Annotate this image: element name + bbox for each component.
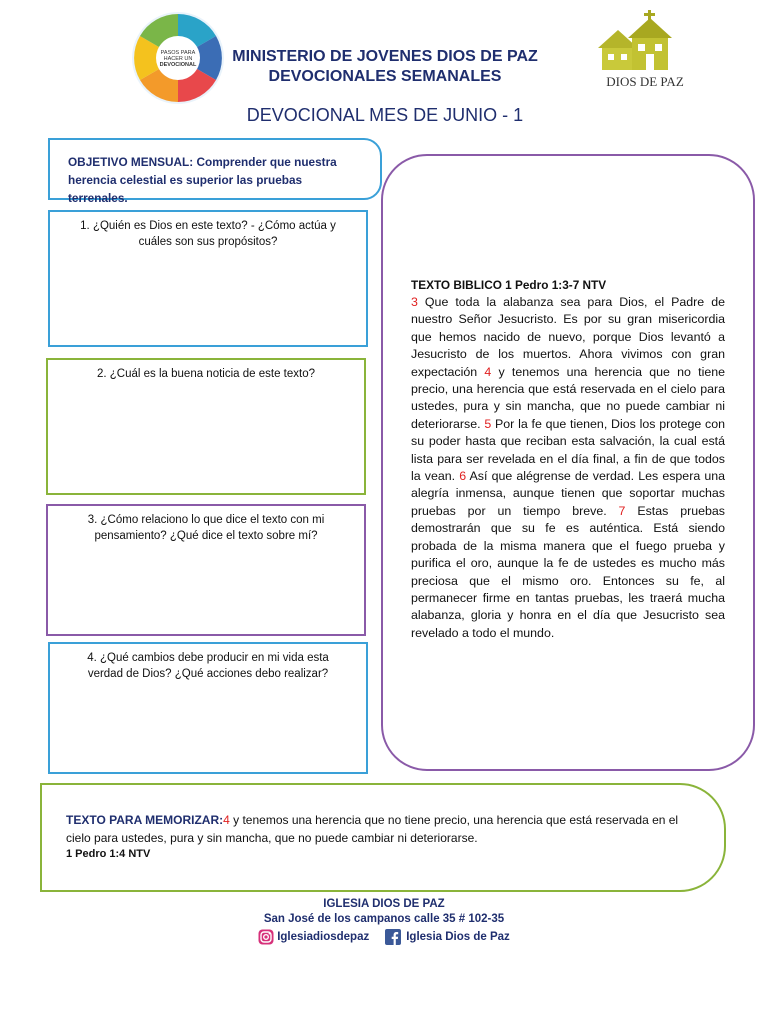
question-box-4[interactable]: [48, 642, 368, 774]
instagram-icon: [258, 929, 274, 945]
facebook-page-name: Iglesia Dios de Paz: [406, 931, 510, 943]
instagram-link[interactable]: [258, 929, 369, 945]
verse-7-text: Estas pruebas demostrarán que su fe es auténtica. Está siendo probada de la misma manera que el fuego prueba y purifica el oro, aunque la fe de ustedes es mucho más preciosa que el mismo oro. Entonces su fe, al permanecer firme en tantas pruebas, les traerá mucha alabanza, gloria y honra en el día que Jesucristo sea revelado a todo el mundo.: [411, 503, 725, 640]
verse-number-4: 4: [484, 364, 492, 379]
instagram-handle: Iglesiadiosdepaz: [277, 931, 370, 943]
verse-number-5: 5: [484, 416, 492, 431]
objective-box: [48, 138, 382, 205]
footer-address: San José de los campanos calle 35 # 102-35: [263, 913, 505, 925]
bible-text-box: [381, 154, 755, 771]
objective-label: OBJETIVO MENSUAL:: [68, 155, 194, 169]
memorize-reference: 1 Pedro 1:4 NTV: [66, 848, 151, 860]
objective-text: [68, 153, 362, 207]
verse-3-text: Que toda la alabanza sea para Dios, el Padre de nuestro Señor Jesucristo. Es por su gran misericordia que hemos nacido de nuevo, porque Dios levantó a Jesucristo de los muertos. Ahora vivimos con gran expectación: [411, 295, 725, 379]
logo-text: DIOS DE PAZ: [606, 74, 684, 89]
weekly-devotionals-title: DEVOCIONALES SEMANALES: [268, 68, 502, 85]
question-box-3[interactable]: [46, 504, 366, 636]
objective-body: Comprender que nuestra herencia celestial es superior las pruebas terrenales.: [68, 155, 337, 205]
footer-church-name: IGLESIA DIOS DE PAZ: [323, 898, 445, 910]
footer-social: [0, 929, 768, 945]
memorize-verse-text: y tenemos una herencia que no tiene precio, una herencia que está reservada en el cielo para ustedes, pura y sin mancha, que no puede cambiar ni deteriorarse.: [66, 813, 679, 845]
wheel-center-line3: DEVOCIONAL: [159, 62, 197, 68]
memorize-label: TEXTO PARA MEMORIZAR:: [66, 813, 224, 827]
wheel-center-line2: HACER UN: [163, 56, 193, 62]
question-3-text: 3. ¿Cómo relaciono lo que dice el texto con mi pensamiento? ¿Qué dice el texto sobre mí?: [87, 514, 325, 542]
wheel-center-line1: PASOS PARA: [160, 50, 196, 56]
verse-4-text: y tenemos una herencia que no tiene precio, una herencia que está reservada en el cielo para ustedes, pura y sin mancha, que no puede cambiar ni deteriorarse.: [411, 364, 725, 431]
memorize-text: [66, 811, 700, 847]
memorize-box: [40, 783, 726, 892]
question-box-1[interactable]: [48, 210, 368, 347]
question-1-text: 1. ¿Quién es Dios en este texto? - ¿Cómo actúa y cuáles son sus propósitos?: [80, 220, 336, 248]
question-4-text: 4. ¿Qué cambios debe producir en mi vida esta verdad de Dios? ¿Qué acciones debo realizar?: [87, 652, 329, 680]
facebook-icon: [385, 929, 401, 945]
bible-passage: [411, 294, 725, 642]
month-title: DEVOCIONAL MES DE JUNIO - 1: [246, 105, 524, 125]
question-2-text: 2. ¿Cuál es la buena noticia de este texto?: [96, 368, 315, 380]
bible-heading: TEXTO BIBLICO 1 Pedro 1:3-7 NTV: [411, 278, 607, 292]
memorize-verse-number: 4: [223, 813, 230, 827]
verse-5-text: Por la fe que tienen, Dios los protege con su poder hasta que reciban esta salvación, la cual está lista para ser revelada en el día final, a fin de que todos la vean.: [411, 416, 725, 484]
verse-number-7: 7: [618, 503, 626, 518]
verse-6-text: Así que alégrense de verdad. Les espera una alegría inmensa, aunque tienen que soportar muchas pruebas por un tiempo breve.: [411, 469, 726, 518]
ministry-title: MINISTERIO DE JOVENES DIOS DE PAZ: [232, 48, 538, 65]
facebook-link[interactable]: [385, 929, 510, 945]
verse-number-3: 3: [411, 295, 418, 309]
verse-number-6: 6: [459, 469, 467, 484]
question-box-2[interactable]: [46, 358, 366, 495]
church-logo: [588, 8, 698, 98]
